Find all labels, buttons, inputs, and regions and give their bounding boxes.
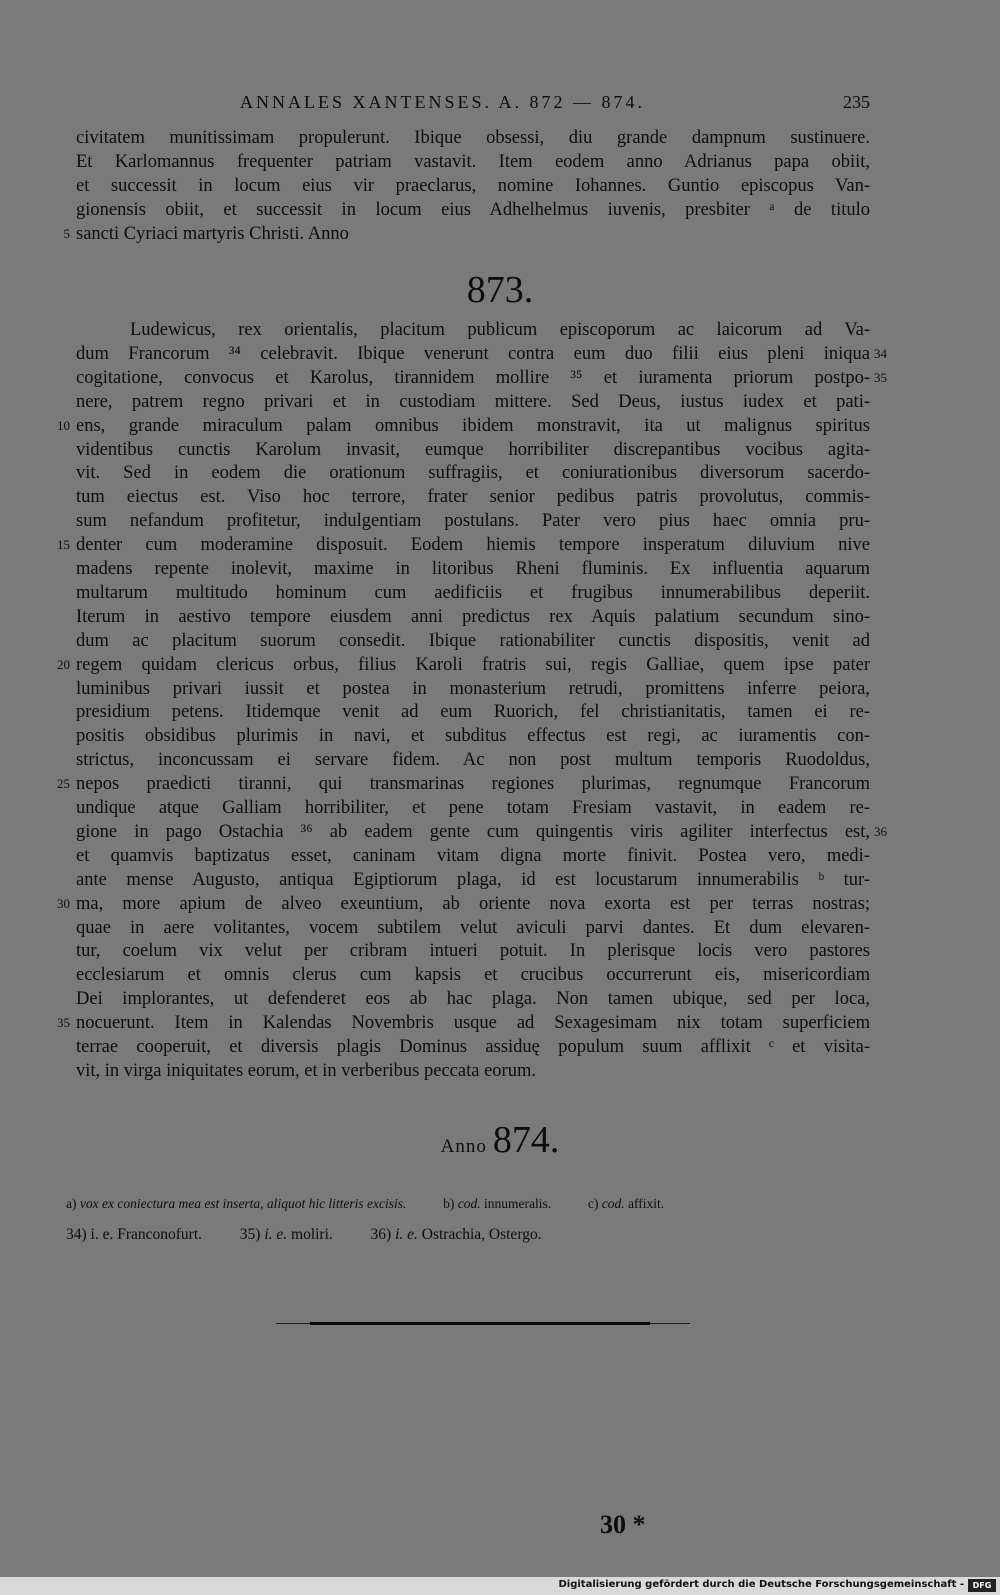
text-line: cogitatione, convocus et Karolus, tirannidem mollire ³⁵ et iuramenta priorum postpo- — [76, 367, 870, 388]
text-line: luminibus privari iussit et postea in monasterium retrudi, promittens inferre peiora, — [76, 678, 870, 699]
critical-apparatus — [66, 1196, 886, 1212]
anno-year: 874. — [492, 1119, 560, 1161]
note-34-mark: 34) — [66, 1226, 87, 1243]
text-line: Ludewicus, rex orientalis, placitum publicum episcoporum ac laicorum ad Va- — [130, 320, 870, 340]
margin-note-number: 34 — [874, 345, 887, 361]
signature-mark: 30 * — [600, 1510, 646, 1539]
year-heading-873: 873. — [466, 269, 534, 311]
margin-note-number: 35 — [874, 369, 887, 385]
text-line: Et Karlomannus frequenter patriam vastavit. Item eodem anno Adrianus papa obiit, — [76, 152, 870, 172]
note-35-ie: i. e. — [264, 1226, 288, 1243]
note-34-text: Franconofurt. — [117, 1226, 203, 1243]
text-line: et successit in locum eius vir praeclarus, nomine Iohannes. Guntio episcopus Van- — [76, 176, 870, 196]
text-line: civitatem munitissimam propulerunt. Ibique obsessi, diu grande dampnum sustinuere. — [76, 128, 870, 148]
line-number: 15 — [57, 537, 70, 553]
text-line: dum Francorum ³⁴ celebravit. Ibique venerunt contra eum duo filii eius pleni iniqua — [76, 343, 870, 364]
text-line: ma, more apium de alveo exeuntium, ab oriente nova exorta est per terras nostras; — [76, 893, 870, 914]
explanatory-notes — [66, 1226, 886, 1244]
line-number: 35 — [57, 1015, 70, 1031]
line-number: 5 — [63, 226, 70, 241]
line-number: 30 — [57, 895, 70, 911]
line-number: 20 — [57, 656, 70, 672]
dfg-logo: DFG — [968, 1579, 996, 1592]
text-line: positis obsidibus plurimis in navi, et subditus effectus est regi, ac iuramentis con- — [76, 726, 870, 747]
decorative-rule — [276, 1322, 690, 1326]
text-line: sum nefandum profitetur, indulgentiam postulans. Pater vero pius haec omnia pru- — [76, 511, 870, 532]
running-title: ANNALES XANTENSES. A. 872 — 874. — [240, 92, 646, 112]
note-36-ie: i. e. — [395, 1226, 418, 1243]
note-35-mark: 35) — [239, 1226, 261, 1243]
footer-credit: Digitalisierung gefördert durch die Deutsche Forschungsgemeinschaft - — [558, 1579, 964, 1590]
text-line: nocuerunt. Item in Kalendas Novembris usque ad Sexagesimam nix totam superficiem — [76, 1013, 870, 1034]
text-line: Iterum in aestivo tempore eiusdem anni predictus rex Aquis palatium secundum sino- — [76, 606, 870, 627]
text-line: gione in pago Ostachia ³⁶ ab eadem gente cum quingentis viris agiliter interfectus est, — [76, 821, 870, 842]
footnote-b-mark: b) — [443, 1196, 455, 1211]
text-line: presidium petens. Itidemque venit ad eum Ruorich, fel christianitatis, tamen ei re- — [76, 702, 870, 723]
note-35-text: moliri. — [291, 1226, 333, 1243]
note-36-text: Ostrachia, Ostergo. — [421, 1226, 542, 1243]
text-line: regem quidam clericus orbus, filius Karoli fratris sui, regis Galliae, quem ipse pater — [76, 654, 870, 675]
text-line: vit. Sed in eodem die orationum suffragiis, et coniurationibus diversorum sacerdo- — [76, 463, 870, 484]
text-line: sancti Cyriaci martyris Christi. Anno — [76, 224, 349, 244]
text-line: tur, coelum vix velut per cribram intueri potuit. In plerisque locis vero pastores — [76, 941, 870, 962]
text-line: undique atque Galliam horribiliter, et pene totam Fresiam vastavit, in eadem re- — [76, 798, 870, 818]
text-line: vit, in virga iniquitates eorum, et in verberibus peccata eorum. — [76, 1060, 536, 1081]
text-line: Dei implorantes, ut defenderet eos ab hac plaga. Non tamen ubique, sed per loca, — [76, 989, 870, 1010]
text-line: et quamvis baptizatus esset, caninam vitam digna morte finivit. Postea vero, medi- — [76, 845, 870, 866]
text-line: tum eiectus est. Viso hoc terrore, frater senior pedibus patris provolutus, commis- — [76, 487, 870, 508]
text-line: denter cum moderamine disposuit. Eodem hiemis tempore insperatum diluvium nive — [76, 535, 870, 556]
page-header — [60, 92, 870, 116]
note-36-mark: 36) — [370, 1226, 392, 1243]
text-line: madens repente inolevit, maxime in litoribus Rheni fluminis. Ex influentia aquarum — [76, 559, 870, 579]
digitization-footer — [0, 1577, 1000, 1595]
year-heading-874 — [0, 1118, 1000, 1170]
note-34-ie: i. e. — [90, 1226, 114, 1243]
footnote-c-label: cod. — [601, 1196, 625, 1211]
text-line: videntibus cunctis Karolum invasit, eumque horribiliter discrepantibus vocibus agita- — [76, 439, 870, 460]
text-line: ante mense Augusto, antiqua Egiptiorum plaga, id est locustarum innumerabilis ᵇ tur- — [76, 869, 870, 890]
line-number: 25 — [57, 776, 70, 792]
footnote-c-mark: c) — [587, 1196, 599, 1211]
text-line: nepos praedicti tiranni, qui transmarinas regiones plurimas, regnumque Francorum — [76, 774, 870, 795]
text-line: strictus, inconcussam ei servare fidem. Ac non post multum temporis Ruodoldus, — [76, 750, 870, 771]
margin-note-number: 36 — [874, 823, 887, 839]
footnote-b-label: cod. — [457, 1196, 481, 1211]
anno-label: Anno — [440, 1136, 487, 1157]
text-line: ens, grande miraculum palam omnibus ibidem monstravit, ita ut malignus spiritus — [76, 415, 870, 436]
footnote-a-text: vox ex coniectura mea est inserta, aliquot hic litteris excisis. — [79, 1196, 407, 1211]
footnote-c-text: affixit. — [628, 1196, 665, 1211]
text-line: dum ac placitum suorum consedit. Ibique rationabiliter cunctis dispositis, venit ad — [76, 630, 870, 651]
footnote-b-text: innumeralis. — [484, 1196, 552, 1211]
text-line: nere, patrem regno privari et in custodiam mittere. Sed Deus, iustus iudex et pati- — [76, 391, 870, 412]
text-line: quae in aere volitantes, vocem subtilem velut aviculi parvi dantes. Et dum elevaren- — [76, 917, 870, 938]
line-number: 10 — [57, 417, 70, 433]
text-line: ecclesiarum et omnis clerus cum kapsis et crucibus occurrerunt eis, misericordiam — [76, 965, 870, 986]
page-number: 235 — [843, 92, 870, 112]
text-line: multarum multitudo hominum cum aedificiis et frugibus innumerabilibus deperiit. — [76, 582, 870, 603]
text-line: gionensis obiit, et successit in locum eius Adhelhelmus iuvenis, presbiter ᵃ de titulo — [76, 200, 870, 220]
footnote-a-mark: a) — [66, 1196, 77, 1211]
text-line: terrae cooperuit, et diversis plagis Dominus assiduę populum suum afflixit ᶜ et visita- — [76, 1037, 870, 1057]
